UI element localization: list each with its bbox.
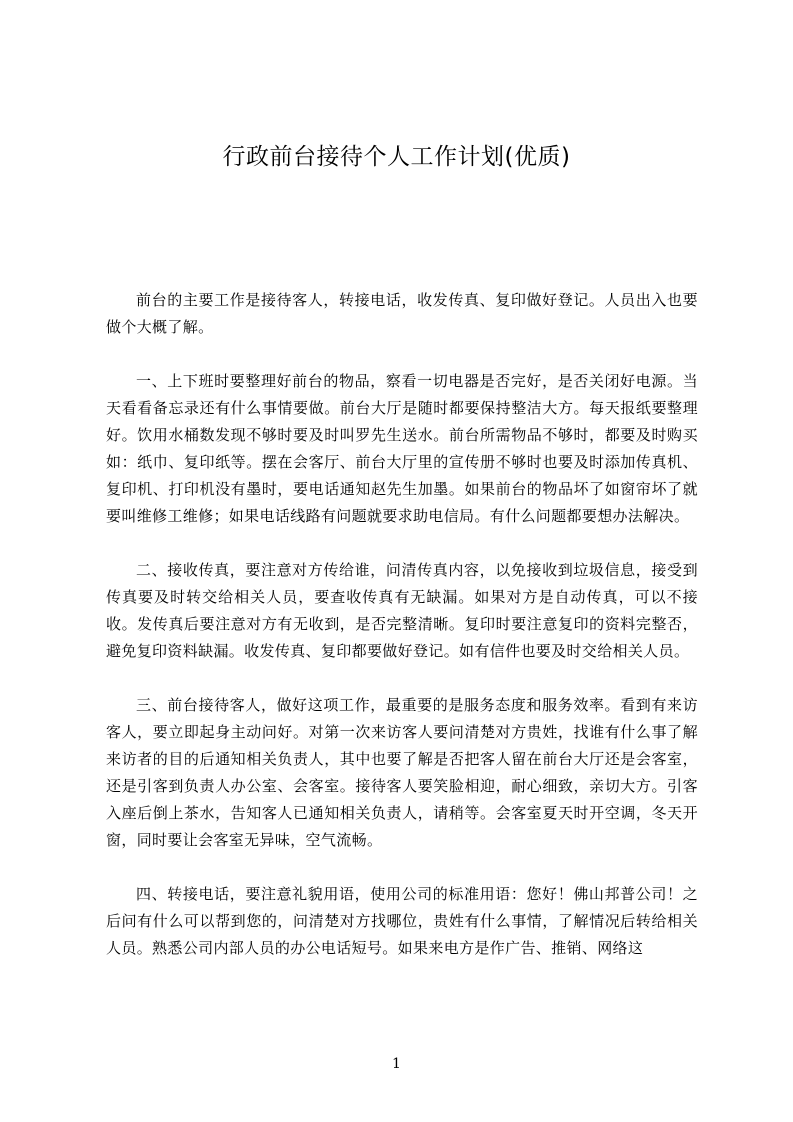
- document-body: [106, 287, 698, 989]
- paragraph-section-3: 三、前台接待客人，做好这项工作，最重要的是服务态度和服务效率。看到有来访客人，要立即起身主动问好。对第一次来访客人要问清楚对方贵姓，找谁有什么事了解来访者的目的后通知相关负责人，其中也要了解是否把客人留在前台大厅还是会客室，还是引客到负责人办公室、会客室。接待客人要笑脸相迎，耐心细致，亲切大方。引客入座后倒上茶水，告知客人已通知相关负责人，请稍等。会客室夏天时开空调，冬天开窗，同时要让会客室无异味，空气流畅。: [106, 696, 698, 849]
- paragraph-section-1: 一、上下班时要整理好前台的物品，察看一切电器是否完好，是否关闭好电源。当天看看备忘录还有什么事情要做。前台大厅是随时都要保持整洁大方。每天报纸要整理好。饮用水桶数发现不够时要及时叫罗先生送水。前台所需物品不够时，都要及时购买如：纸巾、复印纸等。摆在会客厅、前台大厅里的宣传册不够时也要及时添加传真机、复印机、打印机没有墨时，要电话通知赵先生加墨。如果前台的物品坏了如窗帘坏了就要叫维修工维修；如果电话线路有问题就要求助电信局。有什么问题都要想办法解决。: [106, 372, 698, 525]
- page-title: 行政前台接待个人工作计划(优质): [222, 144, 571, 170]
- paragraph-section-2: 二、接收传真，要注意对方传给谁，问清传真内容，以免接收到垃圾信息，接受到传真要及时转交给相关人员，要查收传真有无缺漏。如果对方是自动传真，可以不接收。发传真后要注意对方有无收到，是否完整清晰。复印时要注意复印的资料完整否，避免复印资料缺漏。收发传真、复印都要做好登记。如有信件也要及时交给相关人员。: [106, 561, 698, 660]
- page-number: 1: [392, 1056, 401, 1072]
- paragraph-intro: 前台的主要工作是接待客人，转接电话，收发传真、复印做好登记。人员出入也要做个大概了解。: [106, 291, 698, 336]
- paragraph-section-4: 四、转接电话，要注意礼貌用语，使用公司的标准用语：您好！佛山邦普公司！之后问有什么可以帮到您的，问清楚对方找哪位，贵姓有什么事情，了解情况后转给相关人员。熟悉公司内部人员的办公电话短号。如果来电方是作广告、推销、网络这: [106, 885, 698, 957]
